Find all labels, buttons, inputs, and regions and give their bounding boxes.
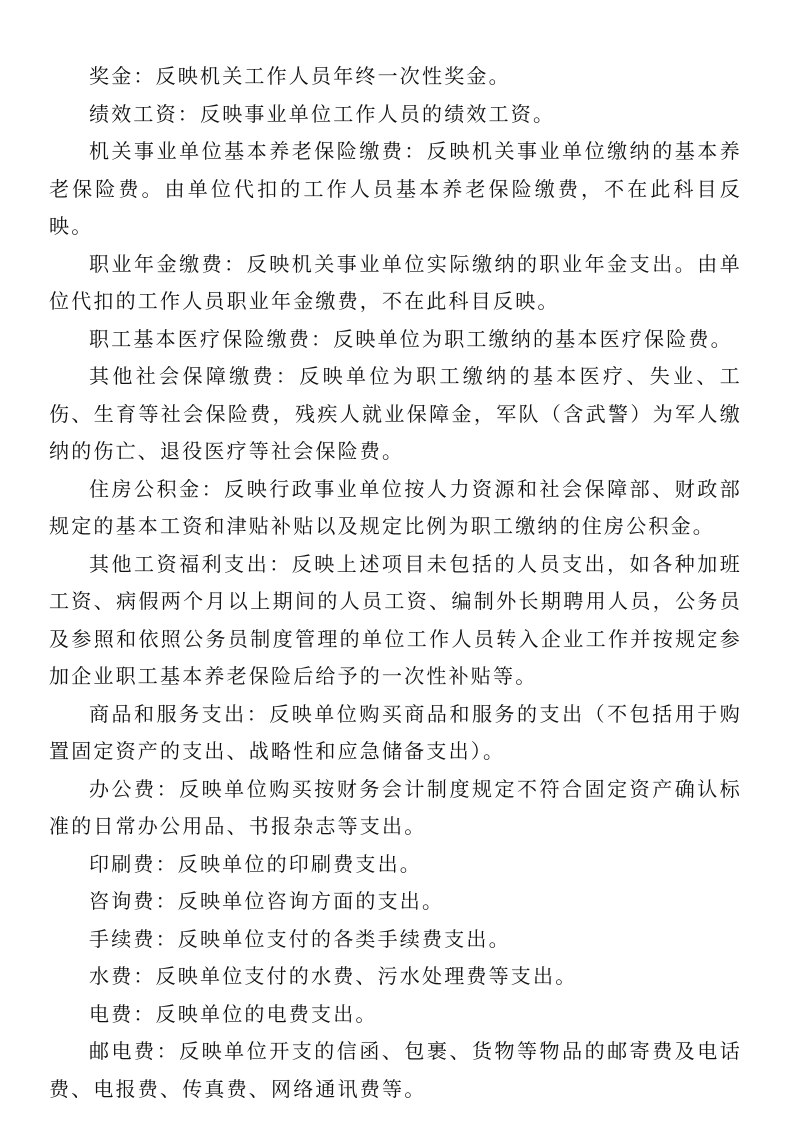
- paragraph-consulting-fee: 咨询费：反映单位咨询方面的支出。: [89, 889, 445, 913]
- paragraph-water-fee: 水费：反映单位支付的水费、污水处理费等支出。: [89, 964, 578, 988]
- paragraph-medical-insurance: 职工基本医疗保险缴费：反映单位为职工缴纳的基本医疗保险费。: [89, 326, 733, 351]
- paragraph-postal-telecom-fee: 邮电费：反映单位开支的信函、包裹、货物等物品的邮寄费及电话费、电报费、传真费、网络通讯费等。: [49, 1039, 742, 1101]
- paragraph-office-expense: 办公费：反映单位购买按财务会计制度规定不符合固定资产确认标准的日常办公用品、书报杂志等支出。: [49, 776, 742, 838]
- paragraph-other-welfare: 其他工资福利支出：反映上述项目未包括的人员支出，如各种加班工资、病假两个月以上期间的人员工资、编制外长期聘用人员，公务员及参照和依照公务员制度管理的单位工作人员转入企业工作并按规定参加企业职工基本养老保险后给予的一次性补贴等。: [49, 551, 742, 688]
- paragraph-housing-fund: 住房公积金：反映行政事业单位按人力资源和社会保障部、财政部规定的基本工资和津贴补贴以及规定比例为职工缴纳的住房公积金。: [49, 476, 742, 538]
- document-page: [49, 58, 742, 1108]
- paragraph-handling-fee: 手续费：反映单位支付的各类手续费支出。: [89, 926, 511, 951]
- paragraph-other-social-security: 其他社会保障缴费：反映单位为职工缴纳的基本医疗、失业、工伤、生育等社会保险费，残疾人就业保障金，军队（含武警）为军人缴纳的伤亡、退役医疗等社会保险费。: [49, 364, 742, 463]
- paragraph-pension-insurance: 机关事业单位基本养老保险缴费：反映机关事业单位缴纳的基本养老保险费。由单位代扣的工作人员基本养老保险缴费，不在此科目反映。: [49, 139, 742, 238]
- paragraph-bonus: 奖金：反映机关工作人员年终一次性奖金。: [89, 64, 511, 88]
- paragraph-performance-pay: 绩效工资：反映事业单位工作人员的绩效工资。: [89, 101, 556, 126]
- paragraph-goods-services: 商品和服务支出：反映单位购买商品和服务的支出（不包括用于购置固定资产的支出、战略性和应急储备支出）。: [49, 701, 742, 763]
- paragraph-occupational-annuity: 职业年金缴费：反映机关事业单位实际缴纳的职业年金支出。由单位代扣的工作人员职业年金缴费，不在此科目反映。: [49, 251, 742, 313]
- paragraph-printing-fee: 印刷费：反映单位的印刷费支出。: [89, 851, 422, 876]
- paragraph-electricity-fee: 电费：反映单位的电费支出。: [89, 1001, 378, 1026]
